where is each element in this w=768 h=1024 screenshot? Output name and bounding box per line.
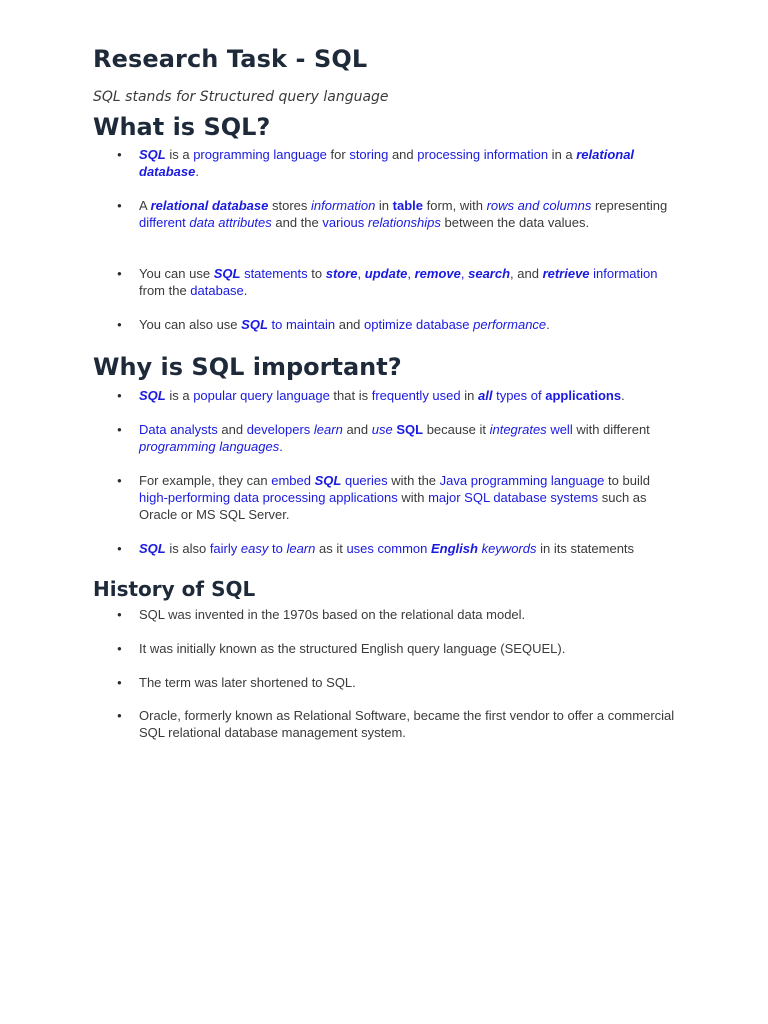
page-title: Research Task - SQL <box>93 45 368 73</box>
list-item: ● For example, they can embed SQL queries with the Java programming language to build high-performing data processing applications with major SQL database systems such as Oracle or MS SQL Server. <box>139 472 679 523</box>
list-item: ● Oracle, formerly known as Relational Software, became the first vendor to offer a commercial SQL relational database management system. <box>139 707 679 741</box>
list-item: ● A relational database stores information in table form, with rows and columns representing different data attributes and the various relationships between the data values. <box>139 197 679 231</box>
list-item: ● You can also use SQL to maintain and optimize database performance. <box>139 316 679 333</box>
list-item: ● SQL is a popular query language that is frequently used in all types of applications. <box>139 387 679 404</box>
list-item: ● You can use SQL statements to store, update, remove, search, and retrieve information from the database. <box>139 265 679 299</box>
section-heading-why-is-sql-important: Why is SQL important? <box>93 353 402 381</box>
section-heading-history-of-sql: History of SQL <box>93 577 256 601</box>
list-item: ● The term was later shortened to SQL. <box>139 674 679 691</box>
list-item: ● SQL was invented in the 1970s based on the relational data model. <box>139 606 679 623</box>
list-item: ● SQL is a programming language for storing and processing information in a relational database. <box>139 146 679 180</box>
list-item: ● Data analysts and developers learn and use SQL because it integrates well with different programming languages. <box>139 421 679 455</box>
page-subtitle: SQL stands for Structured query language <box>93 89 389 105</box>
list-item: ● SQL is also fairly easy to learn as it uses common English keywords in its statements <box>139 540 679 557</box>
section-heading-what-is-sql: What is SQL? <box>93 113 271 141</box>
list-item: ● It was initially known as the structured English query language (SEQUEL). <box>139 640 679 657</box>
